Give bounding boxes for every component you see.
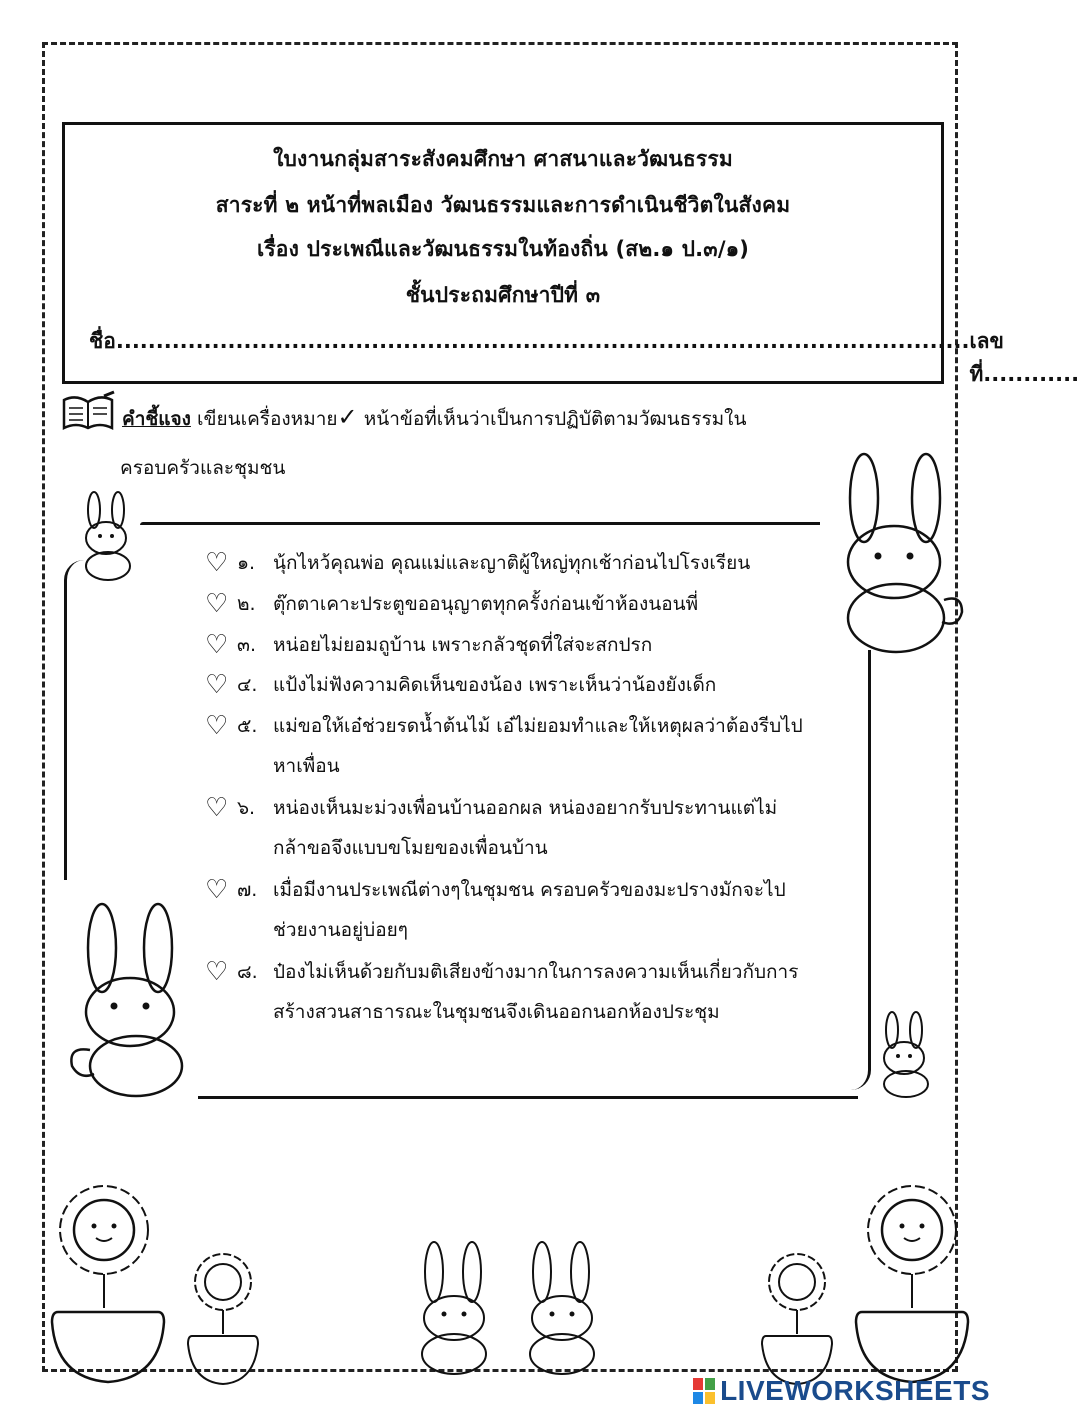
heart-checkbox-icon[interactable]: ♡ <box>205 875 229 905</box>
liveworksheets-logo <box>692 1375 990 1407</box>
sunflower-pot-icon <box>842 1180 982 1390</box>
heart-checkbox-icon[interactable]: ♡ <box>205 630 229 660</box>
list-item-6 <box>205 788 865 868</box>
item-number: ๓. <box>237 634 257 656</box>
instructions <box>60 392 860 489</box>
list-item-2 <box>205 584 865 624</box>
bunny-icon <box>512 1240 612 1380</box>
header-line-1: ใบงานกลุ่มสาระสังคมศึกษา ศาสนาและวัฒนธรรม <box>273 147 733 171</box>
header-box <box>62 122 1079 386</box>
item-text: หน่องเห็นมะม่วงเพื่อนบ้านออกผล หน่องอยากรับประทานแต่ไม่ กล้าขอจึงแบบขโมยของเพื่อนบ้าน <box>273 797 778 859</box>
book-pencil-icon <box>60 392 116 447</box>
bunny-icon <box>404 1240 504 1380</box>
logo-text: LIVEWORKSHEETS <box>720 1375 990 1406</box>
heart-checkbox-icon[interactable]: ♡ <box>205 711 229 741</box>
header-line-4: ชั้นประถมศึกษาปีที่ ๓ <box>405 283 601 307</box>
heart-checkbox-icon[interactable]: ♡ <box>205 548 229 578</box>
list-item-5 <box>205 706 865 786</box>
logo-badge-icon <box>692 1377 716 1405</box>
item-text: ป๋องไม่เห็นด้วยกับมติเสียงข้างมากในการลงความเห็นเกี่ยวกับการ สร้างสวนสาธารณะในชุมชนจึงเดินออกนอกห้องประชุม <box>273 961 799 1023</box>
instructions-text-a: เขียนเครื่องหมาย <box>196 408 338 430</box>
item-text: ตุ๊กตาเคาะประตูขออนุญาตทุกครั้งก่อนเข้าห้องนอนพี่ <box>273 593 699 615</box>
item-number: ๕. <box>237 715 258 737</box>
instructions-text-c: ครอบครัวและชุมชน <box>120 457 286 479</box>
list-item-3 <box>205 625 865 665</box>
item-number: ๖. <box>237 797 256 819</box>
list-border-bottom <box>198 1096 858 1099</box>
number-field[interactable]: เลขที่............ <box>969 329 1079 386</box>
sunflower-pot-icon <box>752 1250 842 1390</box>
bunny-icon <box>826 450 966 660</box>
item-text: หน่อยไม่ยอมถูบ้าน เพราะกลัวชุดที่ใส่จะสกปรก <box>273 634 653 656</box>
heart-checkbox-icon[interactable]: ♡ <box>205 793 229 823</box>
item-text: เมื่อมีงานประเพณีต่างๆในชุมชน ครอบครัวของมะปรางมักจะไป ช่วยงานอยู่บ่อยๆ <box>273 879 786 941</box>
checkmark-icon: ✓ <box>337 403 358 431</box>
list-item-1 <box>205 543 865 583</box>
heart-checkbox-icon[interactable]: ♡ <box>205 957 229 987</box>
item-text: แม่ขอให้เอ๋ช่วยรดน้ำต้นไม้ เอ๋ไม่ยอมทำและให้เหตุผลว่าต้องรีบไป หาเพื่อน <box>273 715 803 777</box>
name-field[interactable]: ชื่อ........................................................................................................... <box>89 329 970 353</box>
sunflower-pot-icon <box>178 1250 268 1390</box>
item-text: นุ้กไหว้คุณพ่อ คุณแม่และญาติผู้ใหญ่ทุกเช้าก่อนไปโรงเรียน <box>273 552 751 574</box>
bunny-icon <box>66 900 196 1100</box>
heart-checkbox-icon[interactable]: ♡ <box>205 670 229 700</box>
list-item-4 <box>205 665 865 705</box>
item-text: แป้งไม่ฟังความคิดเห็นของน้อง เพราะเห็นว่าน้องยังเด็ก <box>273 674 717 696</box>
instructions-text-b: หน้าข้อที่เห็นว่าเป็นการปฏิบัติตามวัฒนธรรมใน <box>363 408 747 430</box>
item-number: ๒. <box>237 593 256 615</box>
heart-checkbox-icon[interactable]: ♡ <box>205 589 229 619</box>
sunflower-pot-icon <box>44 1180 184 1390</box>
bunny-icon <box>870 1010 942 1100</box>
list-border-top <box>140 522 820 525</box>
header-line-2: สาระที่ ๒ หน้าที่พลเมือง วัฒนธรรมและการดำเนินชีวิตในสังคม <box>215 193 791 217</box>
list-item-7 <box>205 870 865 950</box>
header-line-3: เรื่อง ประเพณีและวัฒนธรรมในท้องถิ่น (ส๒.๑ ป.๓/๑) <box>256 237 750 261</box>
instructions-label: คำชี้แจง <box>122 408 191 430</box>
item-number: ๔. <box>237 674 258 696</box>
item-number: ๑. <box>237 552 256 574</box>
name-number-row <box>89 325 1079 391</box>
item-number: ๗. <box>237 879 258 901</box>
bunny-icon <box>72 490 142 585</box>
list-item-8 <box>205 952 865 1032</box>
item-number: ๘. <box>237 961 258 983</box>
list-border-left <box>64 560 97 880</box>
